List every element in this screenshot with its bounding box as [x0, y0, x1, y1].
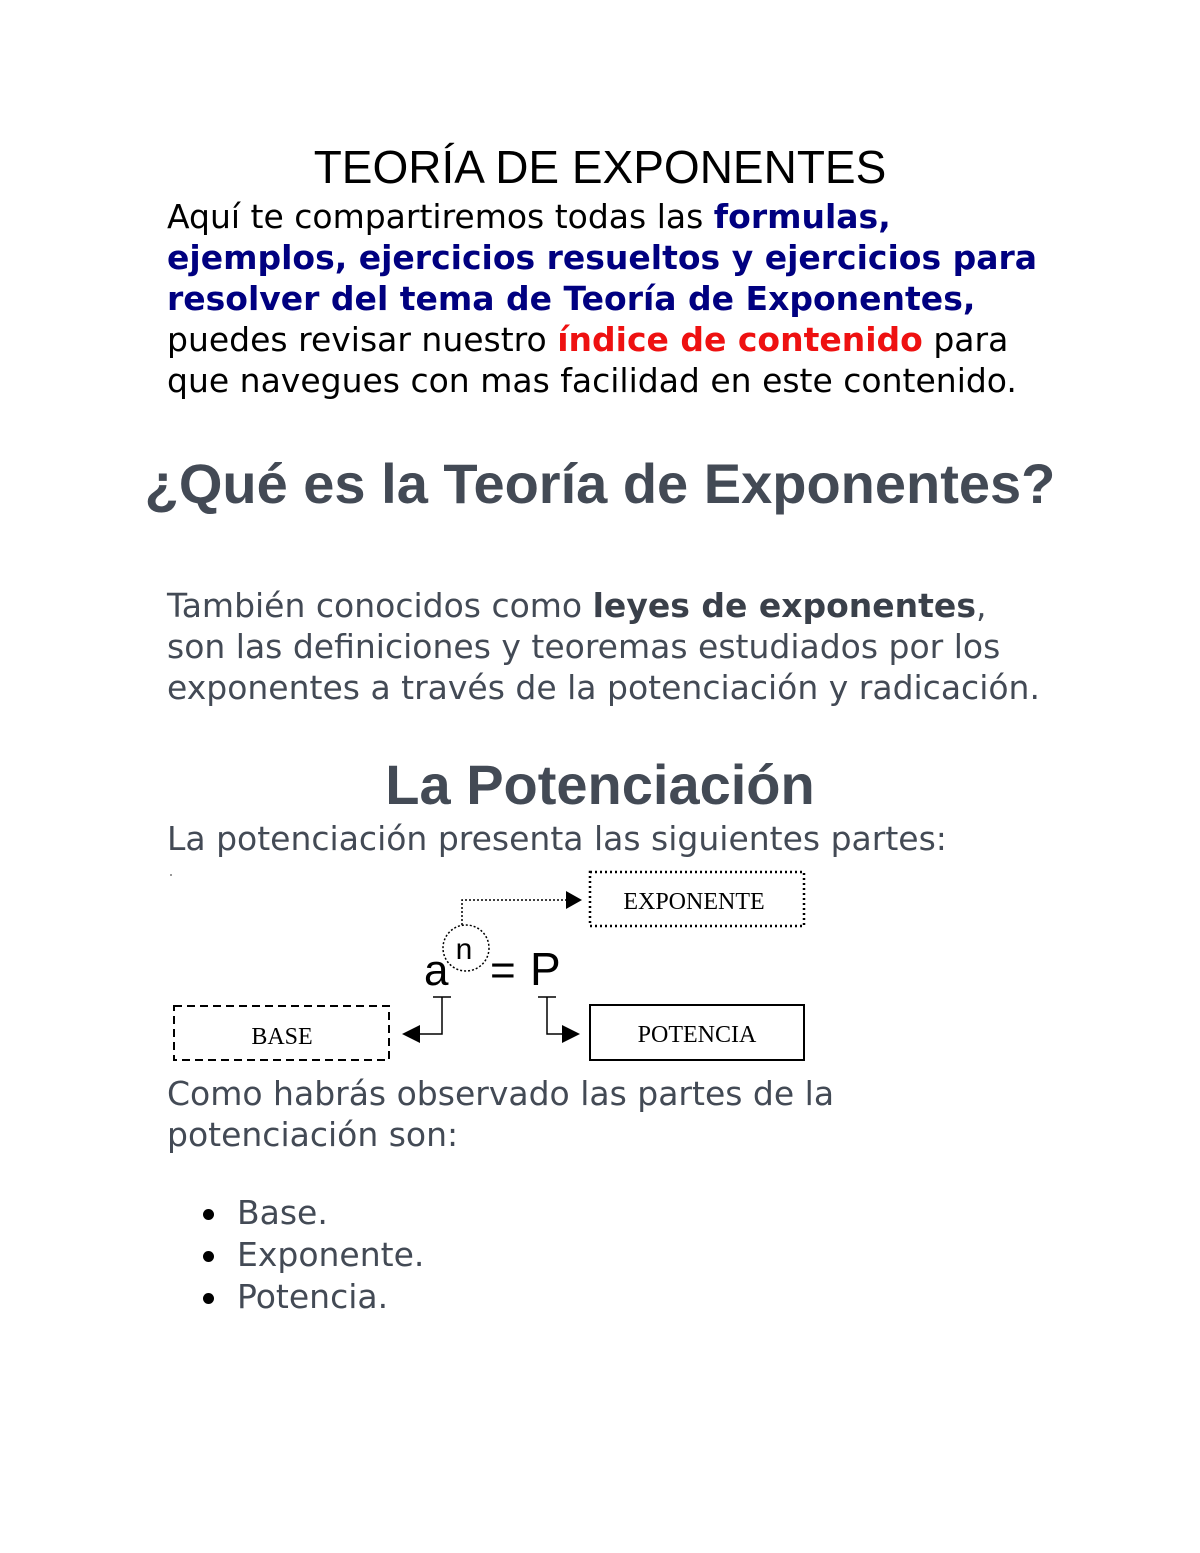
power-label: POTENCIA: [637, 1022, 757, 1048]
definition-bold: leyes de exponentes: [592, 586, 976, 625]
observation-paragraph: Como habrás observado las partes de la potenciación son:: [167, 1074, 835, 1154]
potenciacion-intro: La potenciación presenta las siguientes partes:: [167, 819, 947, 858]
base-label: BASE: [251, 1024, 313, 1050]
intro-text-1: Aquí te compartiremos todas las: [167, 197, 714, 236]
exponent-label: EXPONENTE: [623, 889, 765, 915]
heading-potenciacion: La Potenciación: [385, 753, 815, 816]
page-title: TEORÍA DE EXPONENTES: [313, 141, 887, 193]
heading-what-is: ¿Qué es la Teoría de Exponentes?: [144, 452, 1056, 515]
exponent-arrow-line: [462, 900, 568, 925]
intro-highlight-topics: formulas, ejemplos, ejercicios resueltos y ejercicios para resolver del tema de Teoría de Exponentes,: [167, 197, 1038, 318]
definition-paragraph: [167, 585, 1047, 708]
exponent-variable: n: [455, 933, 473, 966]
power-variable: P: [530, 943, 561, 995]
list-item: Base.: [237, 1192, 424, 1234]
definition-text-2: , son las definiciones y teoremas estudiados por los exponentes a través de la potenciación y radicación.: [167, 586, 1040, 707]
power-arrowhead: [562, 1025, 580, 1043]
index-link[interactable]: índice de contenido: [557, 320, 923, 359]
intro-text-3: para que navegues con mas facilidad en este contenido.: [167, 320, 1017, 400]
power-arrow-line: [547, 997, 564, 1034]
base-arrow-line: [418, 997, 442, 1034]
potenciacion-diagram: [0, 860, 1200, 1070]
intro-paragraph: [167, 196, 1047, 401]
list-item: Potencia.: [237, 1276, 424, 1318]
exponent-arrowhead: [566, 891, 582, 909]
equals-sign: =: [490, 946, 516, 995]
base-arrowhead: [402, 1025, 420, 1043]
intro-text-2: puedes revisar nuestro: [167, 320, 558, 359]
list-item: Exponente.: [237, 1235, 425, 1274]
definition-text-1: También conocidos como: [167, 586, 593, 625]
parts-list: [237, 1192, 424, 1318]
base-variable: a: [424, 946, 449, 995]
